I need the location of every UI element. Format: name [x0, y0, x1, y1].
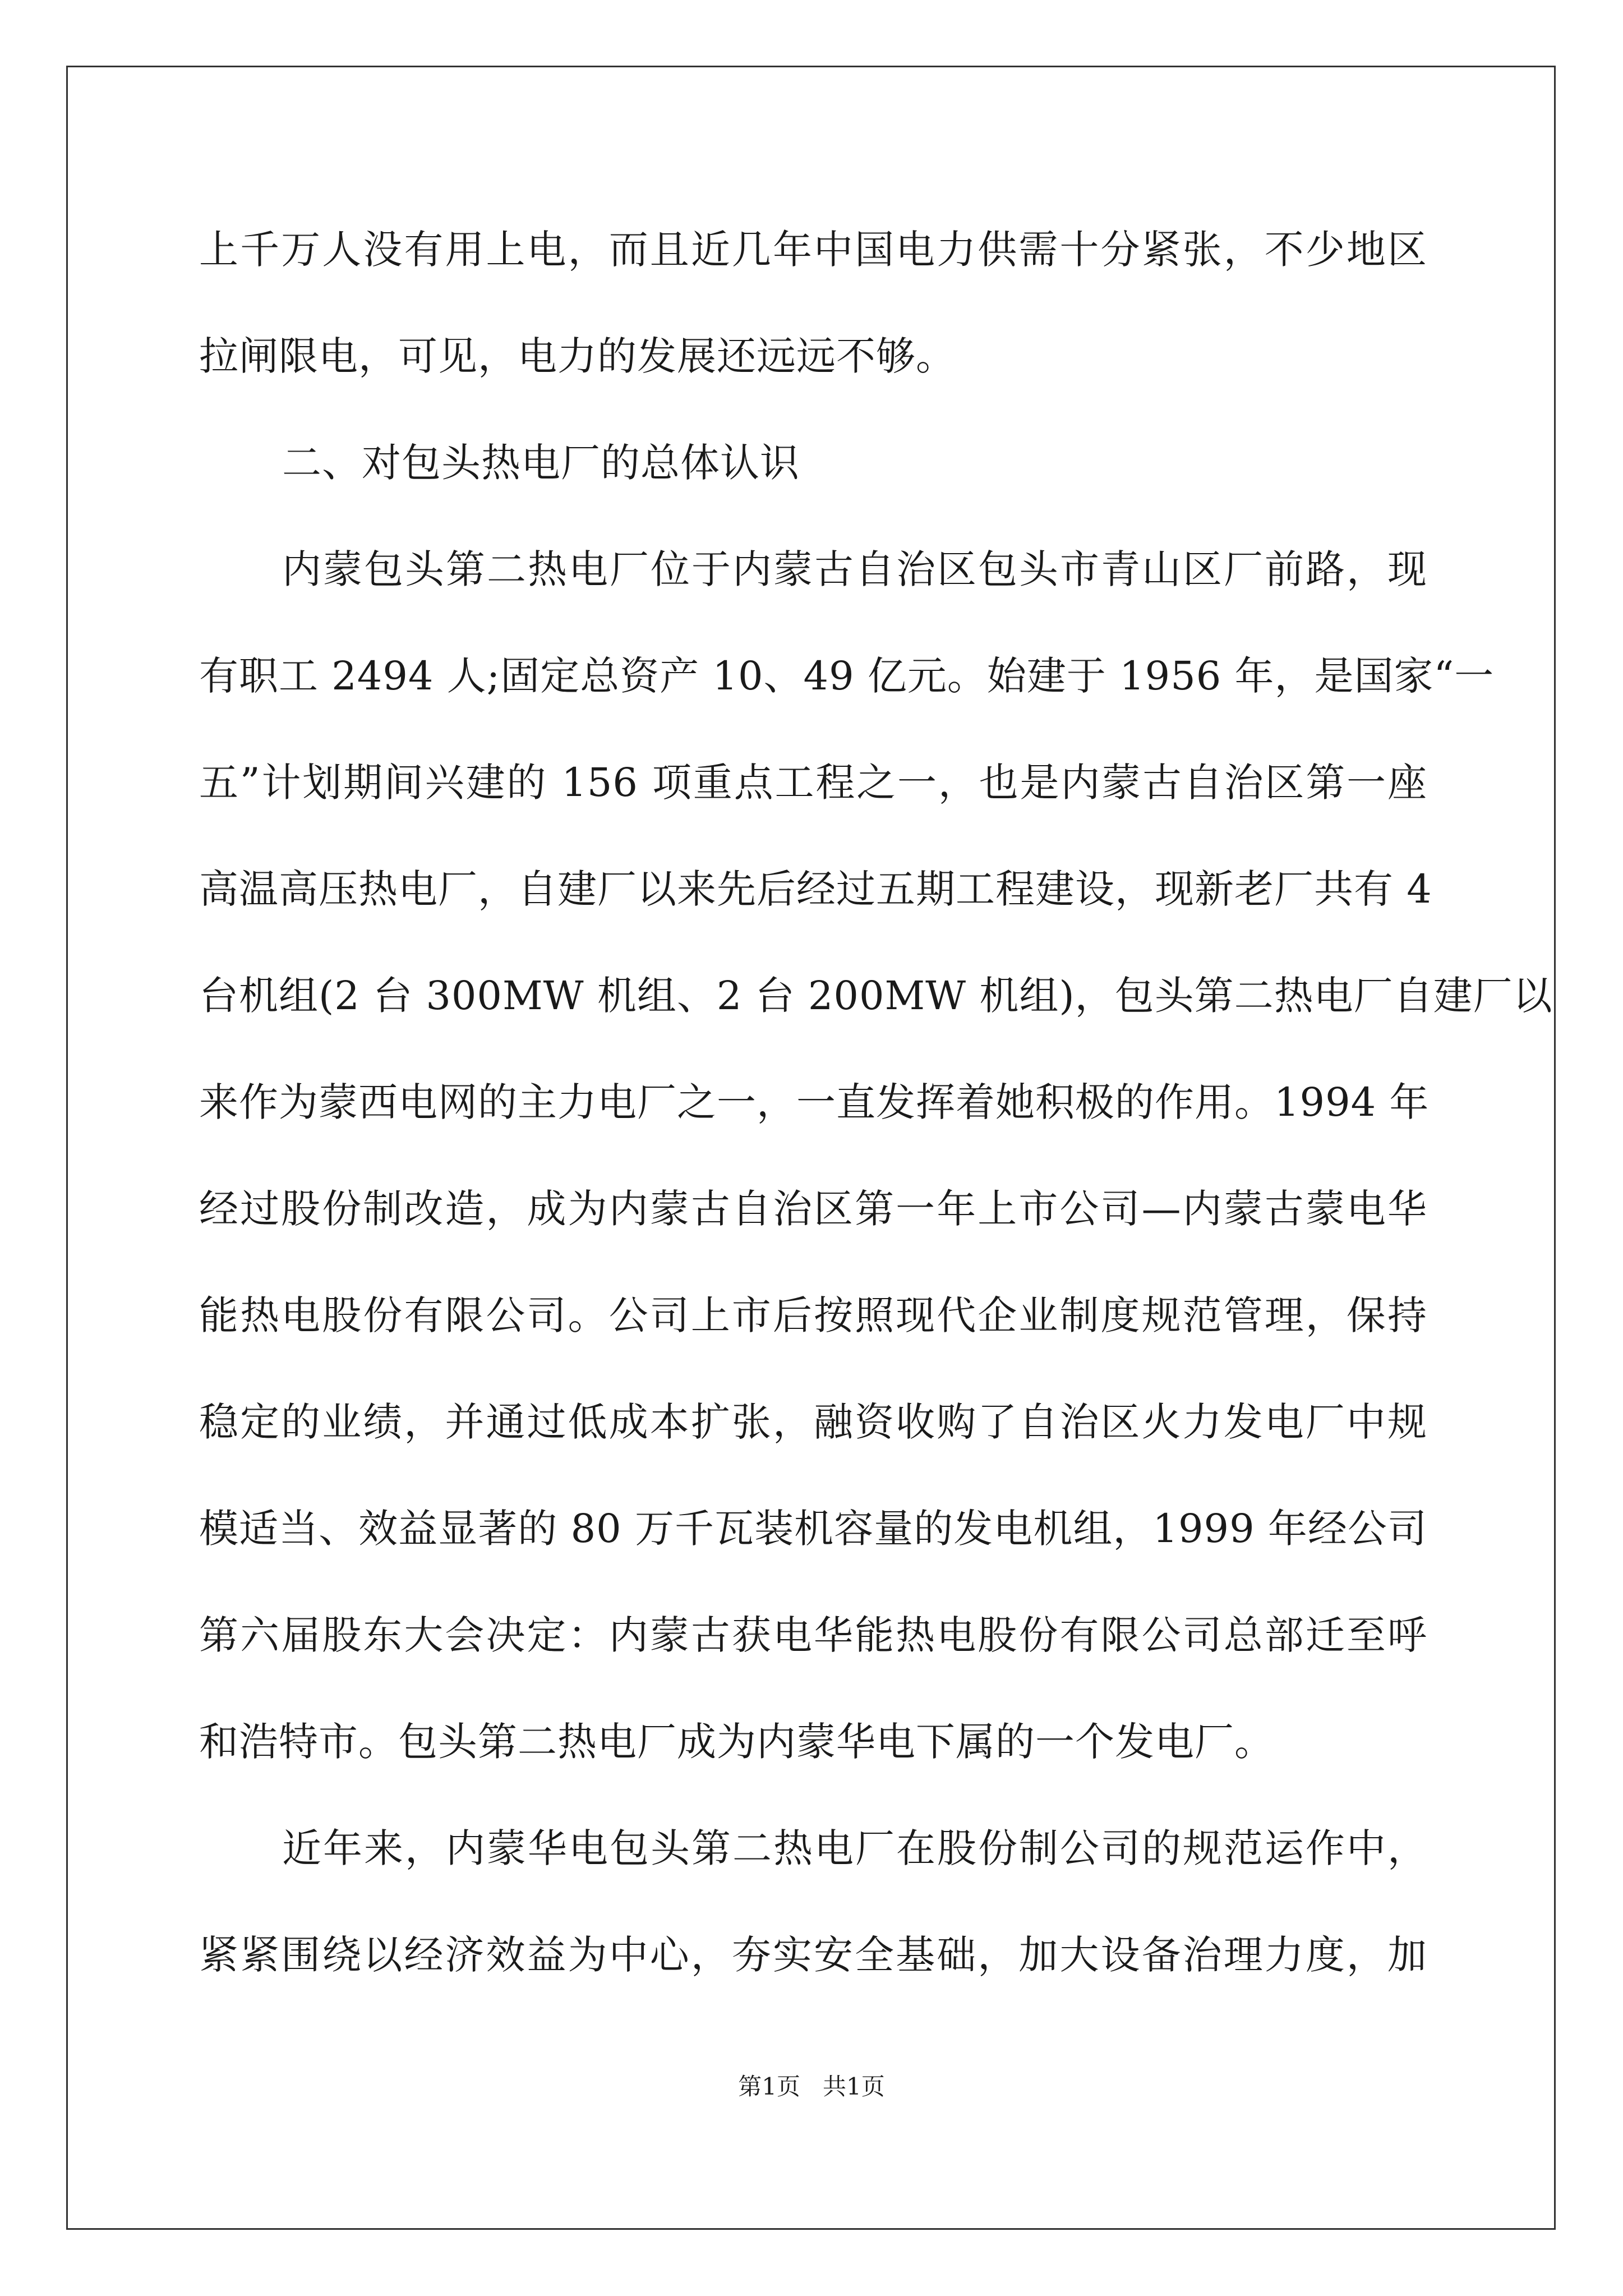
body-line: 有职工 2494 人;固定总资产 10、49 亿元。始建于 1956 年，是国家“一 [199, 653, 1495, 699]
body-line: 稳定的业绩，并通过低成本扩张，融资收购了自治区火力发电厂中规 [199, 1399, 1427, 1445]
page-number: 第1页 [738, 2073, 800, 2100]
body-line: 上千万人没有用上电，而且近几年中国电力供需十分紧张，不少地区 [199, 227, 1427, 273]
body-line: 能热电股份有限公司。公司上市后按照现代企业制度规范管理，保持 [199, 1292, 1427, 1338]
body-line: 台机组(2 台 300MW 机组、2 台 200MW 机组)，包头第二热电厂自建厂以 [199, 973, 1553, 1019]
body-line: 模适当、效益显著的 80 万千瓦装机容量的发电机组，1999 年经公司 [199, 1506, 1427, 1552]
body-line: 第六届股东大会决定：内蒙古获电华能热电股份有限公司总部迁至呼 [199, 1612, 1427, 1658]
body-line: 经过股份制改造，成为内蒙古自治区第一年上市公司—内蒙古蒙电华 [199, 1186, 1427, 1232]
body-line: 紧紧围绕以经济效益为中心，夯实安全基础，加大设备治理力度，加 [199, 1932, 1427, 1978]
section-heading: 二、对包头热电厂的总体认识 [282, 440, 800, 486]
body-line: 高温高压热电厂，自建厂以来先后经过五期工程建设，现新老厂共有 4 [199, 866, 1432, 912]
body-line: 内蒙包头第二热电厂位于内蒙古自治区包头市青山区厂前路，现 [282, 546, 1427, 592]
page-total: 共1页 [823, 2073, 885, 2100]
document-body [199, 208, 1553, 2019]
page-footer [0, 2070, 1623, 2104]
body-line: 来作为蒙西电网的主力电厂之一，一直发挥着她积极的作用。1994 年 [199, 1079, 1430, 1125]
body-line: 和浩特市。包头第二热电厂成为内蒙华电下属的一个发电厂。 [199, 1719, 1274, 1765]
body-line: 拉闸限电，可见，电力的发展还远远不够。 [199, 333, 956, 379]
body-line: 近年来，内蒙华电包头第二热电厂在股份制公司的规范运作中， [282, 1825, 1427, 1871]
body-line: 五”计划期间兴建的 156 项重点工程之一，也是内蒙古自治区第一座 [199, 760, 1427, 806]
